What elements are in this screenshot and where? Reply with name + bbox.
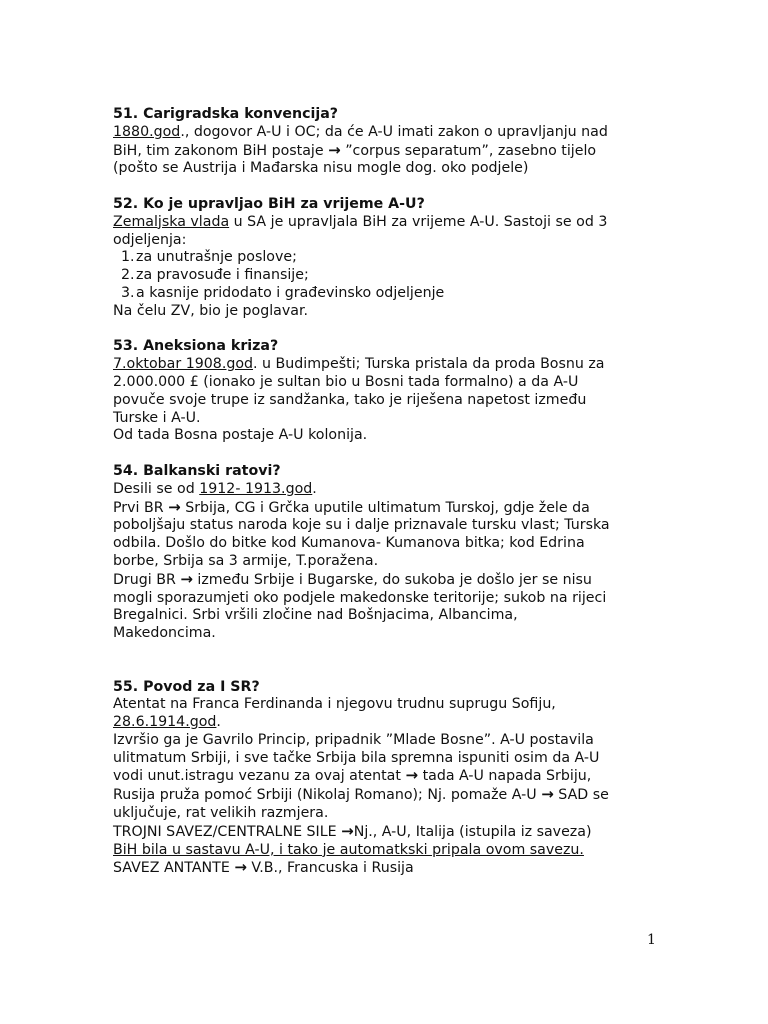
section-54-line: Bregalnici. Srbi vršili zločine nad Bošnjacima, Albancima,	[113, 607, 518, 624]
section-53-heading: 53. Aneksiona kriza?	[113, 338, 279, 355]
section-54-line: odbila. Došlo do bitke kod Kumanova- Kumanova bitka; kod Edrina	[113, 535, 585, 552]
section-55-line: ulitmatum Srbiji, i sve tačke Srbija bila spremna ispuniti osim da A-U	[113, 749, 600, 766]
section-52-line: odjeljenja:	[113, 231, 187, 248]
section-52-heading: 52. Ko je upravljao BiH za vrijeme A-U?	[113, 195, 425, 212]
section-54-line: Prvi BR → Srbija, CG i Grčka uputile ultimatum Turskoj, gdje žele da	[113, 497, 590, 516]
list-item: 1. za unutrašnje poslove;	[121, 249, 297, 266]
date-1880: 1880.god	[113, 123, 181, 140]
section-55-line: uključuje, rat velikih razmjera.	[113, 805, 329, 822]
section-55-line: 28.6.1914.god.	[113, 714, 221, 731]
section-51	[113, 106, 648, 178]
section-54-heading: 54. Balkanski ratovi?	[113, 462, 281, 479]
department-list	[113, 249, 648, 302]
list-item: 2. za pravosuđe i finansije;	[121, 267, 309, 284]
date-1912: 1912- 1913.god	[199, 480, 313, 497]
section-53-line: Turske i A-U.	[113, 409, 201, 426]
section-51-heading: 51. Carigradska konvencija?	[113, 106, 339, 122]
section-55-line: BiH bila u sastavu A-U, i tako je automatkski pripala ovom savezu.	[113, 841, 584, 858]
section-55-line: vodi unut.istragu vezanu za ovaj atentat → tada A-U napada Srbiju,	[113, 766, 592, 785]
section-52	[113, 196, 648, 321]
section-53	[113, 338, 648, 445]
arrow-icon: →	[541, 785, 554, 804]
section-55-line: Rusija pruža pomoć Srbiji (Nikolaj Romano); Nj. pomaže A-U → SAD se	[113, 785, 609, 804]
section-51-line: 1880.god., dogovor A-U i OC; da će A-U imati zakon o upravljanju nad	[113, 123, 608, 140]
list-item: 3. a kasnije pridodato i građevinsko odjeljenje	[121, 284, 445, 301]
zemaljska-vlada-term: Zemaljska vlada	[113, 213, 230, 230]
arrow-icon: →	[234, 858, 247, 877]
section-55-line: TROJNI SAVEZ/CENTRALNE SILE →Nj., A-U, Italija (istupila iz saveza)	[113, 821, 592, 840]
section-53-line: povuče svoje trupe iz sandžanka, tako je riješena napetost između	[113, 391, 587, 408]
document-page	[113, 106, 648, 896]
section-53-line: Od tada Bosna postaje A-U kolonija.	[113, 427, 368, 444]
section-54-line: Desili se od 1912- 1913.god.	[113, 480, 317, 497]
arrow-icon: →	[168, 497, 181, 516]
section-54	[113, 463, 648, 643]
page-number: 1	[647, 932, 656, 948]
section-54-line: mogli sporazumjeti oko podjele makedonske teritorije; sukob na rijeci	[113, 589, 607, 606]
section-53-line: 7.oktobar 1908.god. u Budimpešti; Turska pristala da proda Bosnu za	[113, 356, 605, 373]
section-52-line: Na čelu ZV, bio je poglavar.	[113, 302, 309, 319]
section-52-line: Zemaljska vlada u SA je upravljala BiH za vrijeme A-U. Sastoji se od 3	[113, 213, 608, 230]
arrow-icon: →	[328, 140, 341, 159]
section-55	[113, 679, 648, 879]
section-55-line: Atentat na Franca Ferdinanda i njegovu trudnu suprugu Sofiju,	[113, 696, 556, 713]
date-1914: 28.6.1914.god	[113, 714, 217, 731]
arrow-icon: →	[405, 766, 419, 785]
section-53-line: 2.000.000 £ (ionako je sultan bio u Bosni tada formalno) a da A-U	[113, 373, 579, 390]
section-54-line: poboljšaju status naroda koje su i dalje priznavale tursku vlast; Turska	[113, 517, 610, 534]
arrow-icon: →	[180, 569, 193, 588]
date-1908: 7.oktobar 1908.god	[113, 356, 254, 373]
section-51-line: BiH, tim zakonom BiH postaje → ”corpus separatum”, zasebno tijelo	[113, 140, 597, 159]
section-55-heading: 55. Povod za I SR?	[113, 678, 260, 695]
section-54-line: borbe, Srbija sa 3 armije, T.poražena.	[113, 552, 379, 569]
section-55-line: SAVEZ ANTANTE → V.B., Francuska i Rusija	[113, 858, 414, 877]
arrow-icon: →	[341, 821, 354, 840]
section-55-line: Izvršio ga je Gavrilo Princip, pripadnik ”Mlade Bosne”. A-U postavila	[113, 731, 594, 748]
section-54-line: Drugi BR → između Srbije i Bugarske, do sukoba je došlo jer se nisu	[113, 569, 592, 588]
section-54-line: Makedoncima.	[113, 625, 216, 642]
section-51-line: (pošto se Austrija i Mađarska nisu mogle dog. oko podjele)	[113, 160, 529, 177]
